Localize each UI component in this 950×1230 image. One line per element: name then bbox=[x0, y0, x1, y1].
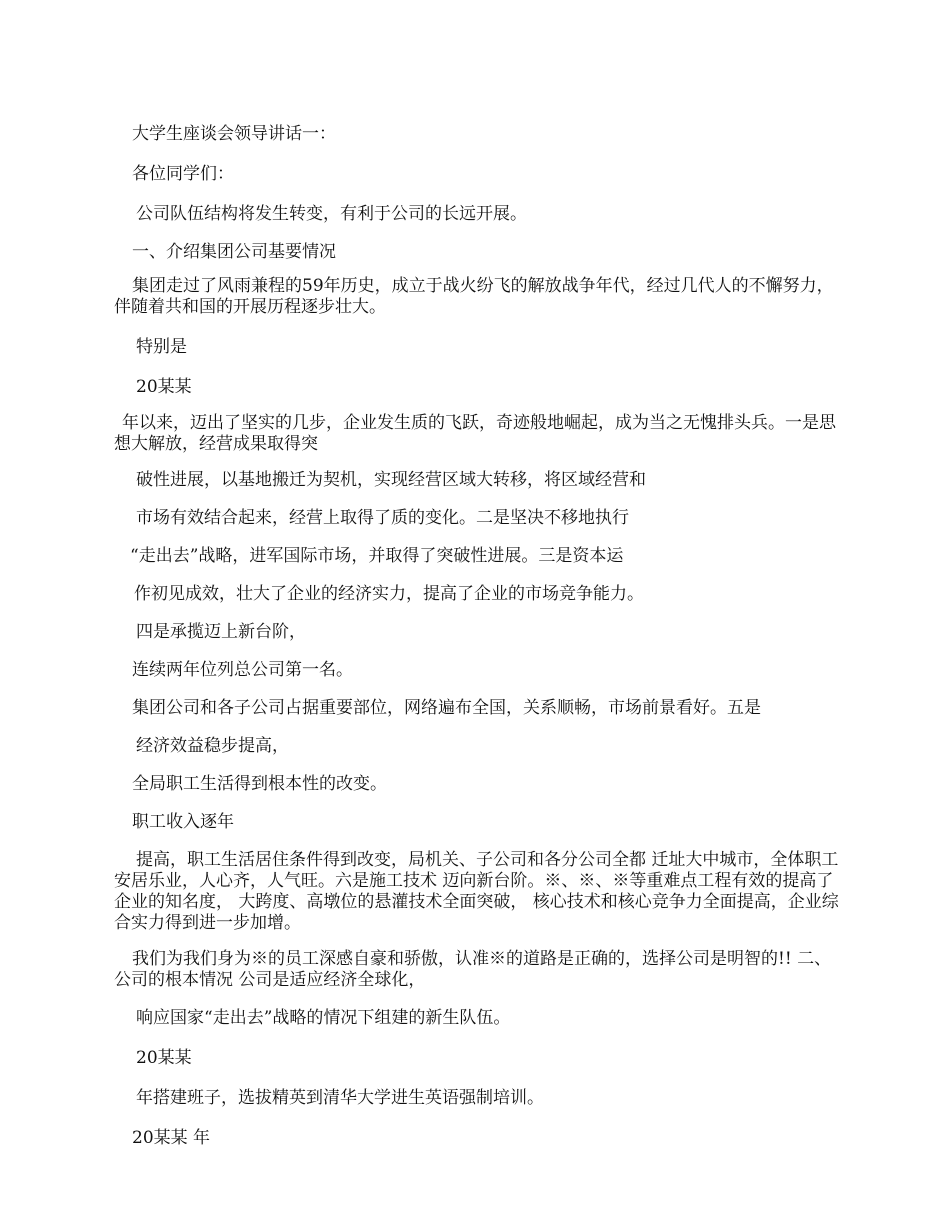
paragraph: 破性进展，以基地搬迁为契机，实现经营区域大转移，将区域经营和 bbox=[136, 470, 646, 490]
paragraph: 年以来，迈出了坚实的几步，企业发生质的飞跃，奇迹般地崛起，成为当之无愧排头兵。一是思想大解放，经营成果取得突 bbox=[114, 413, 836, 454]
paragraph: 市场有效结合起来，经营上取得了质的变化。二是坚决不移地执行 bbox=[136, 508, 629, 528]
paragraph: 年搭建班子，选拔精英到清华大学进生英语强制培训。 bbox=[136, 1088, 544, 1108]
paragraph: 20某某 年 bbox=[132, 1128, 211, 1148]
paragraph: 经济效益稳步提高， bbox=[136, 736, 289, 756]
paragraph: 作初见成效，壮大了企业的经济实力，提高了企业的市场竞争能力。 bbox=[134, 584, 644, 604]
paragraph: 各位同学们： bbox=[132, 164, 234, 184]
paragraph: 提高，职工生活居住条件得到改变，局机关、子公司和各分公司全都 迁址大中城市，全体职工安居乐业，人心齐，人气旺。六是施工技术 迈向新台阶。※、※、※等重难点工程有效的提高了企业的知名度， 大跨度、高墩位的悬灌技术全面突破， 核心技术和核心竞争力全面提高，企业综合实力得到进一步加增。 bbox=[114, 850, 839, 933]
paragraph: 20某某 bbox=[136, 377, 192, 397]
paragraph: 20某某 bbox=[136, 1048, 192, 1068]
paragraph: 四是承揽迈上新台阶， bbox=[136, 622, 306, 642]
paragraph: 大学生座谈会领导讲话一： bbox=[132, 124, 336, 144]
paragraph: 特别是 bbox=[136, 337, 187, 357]
paragraph: 职工收入逐年 bbox=[132, 812, 234, 832]
paragraph: 响应国家“走出去”战略的情况下组建的新生队伍。 bbox=[136, 1008, 511, 1028]
document-body bbox=[114, 124, 844, 1149]
paragraph: 全局职工生活得到根本性的改变。 bbox=[132, 774, 387, 794]
paragraph: 一、介绍集团公司基要情况 bbox=[132, 242, 336, 262]
paragraph: 集团公司和各子公司占据重要部位，网络遍布全国，关系顺畅，市场前景看好。五是 bbox=[132, 698, 761, 718]
paragraph: 连续两年位列总公司第一名。 bbox=[132, 660, 353, 680]
paragraph: 我们为我们身为※的员工深感自豪和骄傲，认准※的道路是正确的，选择公司是明智的!! 二、公司的根本情况 公司是适应经济全球化， bbox=[114, 949, 832, 990]
paragraph: “走出去”战略，进军国际市场，并取得了突破性进展。三是资本运 bbox=[130, 546, 624, 566]
paragraph: 集团走过了风雨兼程的59年历史，成立于战火纷飞的解放战争年代，经过几代人的不懈努力，伴随着共和国的开展历程逐步壮大。 bbox=[114, 276, 834, 317]
paragraph: 公司队伍结构将发生转变，有利于公司的长远开展。 bbox=[136, 204, 527, 224]
